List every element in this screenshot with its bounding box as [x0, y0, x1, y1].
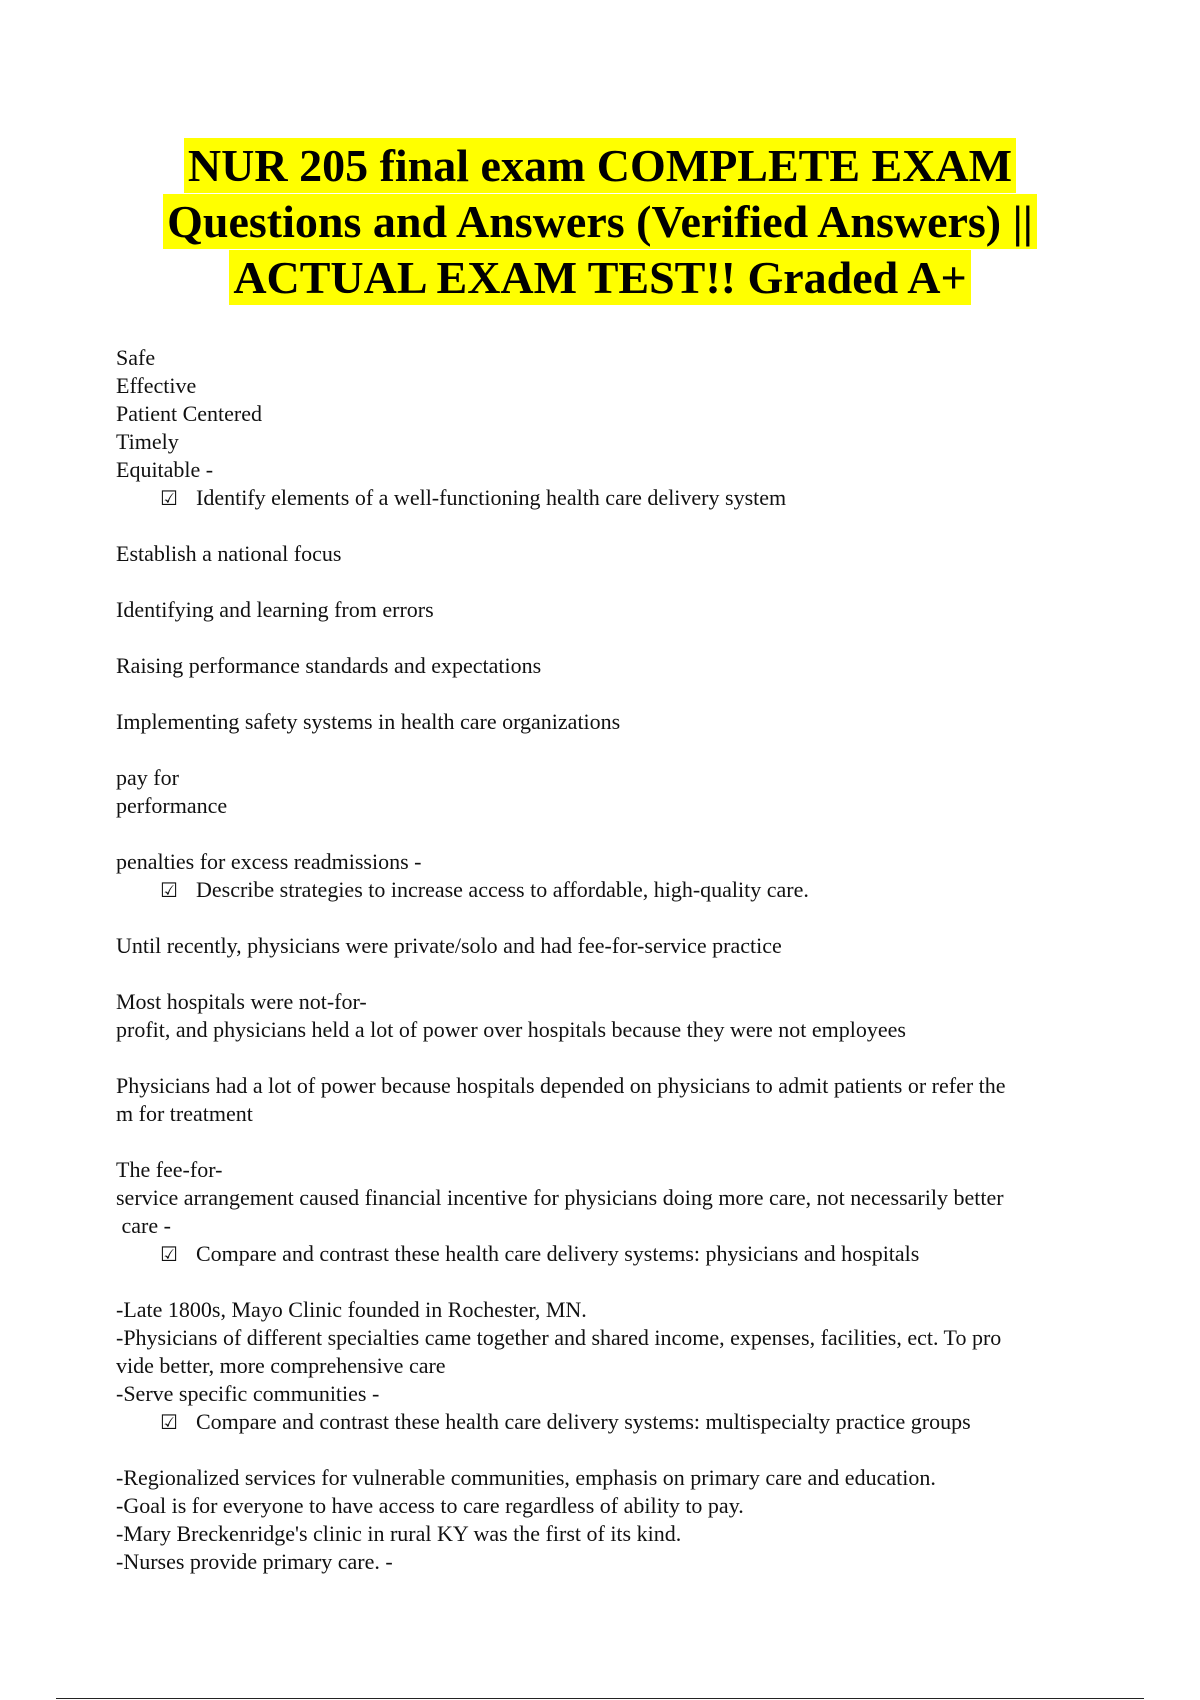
- answer-line: Timely: [116, 429, 179, 454]
- answer-block: [116, 1296, 1096, 1436]
- question-item: [116, 484, 1096, 512]
- title-line-1: NUR 205 final exam COMPLETE EXAM: [184, 138, 1016, 193]
- checkbox-checked-icon: ☑: [160, 486, 178, 510]
- answer-line: -Regionalized services for vulnerable communities, emphasis on primary care and education.: [116, 1465, 936, 1490]
- answer-line: vide better, more comprehensive care: [116, 1353, 446, 1378]
- answer-line: penalties for excess readmissions -: [116, 849, 422, 874]
- document-title: [100, 138, 1100, 306]
- answer-line: -Late 1800s, Mayo Clinic founded in Rochester, MN.: [116, 1297, 587, 1322]
- answer-block: [116, 344, 1096, 512]
- answer-block: [116, 988, 1096, 1044]
- answer-block: [116, 1156, 1096, 1268]
- answer-line: Effective: [116, 373, 197, 398]
- answer-line: -Mary Breckenridge's clinic in rural KY was the first of its kind.: [116, 1521, 682, 1546]
- question-text: Describe strategies to increase access to affordable, high-quality care.: [196, 877, 809, 902]
- answer-block: [116, 932, 1096, 960]
- answer-block: [116, 848, 1096, 904]
- answer-line: -Serve specific communities -: [116, 1381, 380, 1406]
- answer-block: [116, 652, 1096, 680]
- answer-line: Identifying and learning from errors: [116, 597, 434, 622]
- answer-line: Raising performance standards and expectations: [116, 653, 542, 678]
- answer-line: care -: [116, 1213, 171, 1238]
- question-text: Compare and contrast these health care delivery systems: physicians and hospitals: [196, 1241, 920, 1266]
- answer-line: -Nurses provide primary care. -: [116, 1549, 393, 1574]
- answer-line: Implementing safety systems in health care organizations: [116, 709, 621, 734]
- checkbox-checked-icon: ☑: [160, 1242, 178, 1266]
- footer-divider: [56, 1698, 1144, 1699]
- title-line-3: ACTUAL EXAM TEST!! Graded A+: [229, 250, 970, 305]
- answer-block: [116, 596, 1096, 624]
- answer-line: -Physicians of different specialties came together and shared income, expenses, facilities, ect. To pro: [116, 1325, 1002, 1350]
- answer-line: performance: [116, 793, 228, 818]
- answer-line: Until recently, physicians were private/solo and had fee-for-service practice: [116, 933, 782, 958]
- answer-line: Safe: [116, 345, 156, 370]
- checkbox-checked-icon: ☑: [160, 1410, 178, 1434]
- answer-line: Equitable -: [116, 457, 214, 482]
- checkbox-checked-icon: ☑: [160, 878, 178, 902]
- question-item: [116, 876, 1096, 904]
- answer-line: The fee-for-: [116, 1157, 223, 1182]
- document-body: [116, 344, 1096, 1604]
- question-item: [116, 1408, 1096, 1436]
- title-line-2: Questions and Answers (Verified Answers) ||: [163, 194, 1037, 249]
- answer-block: [116, 708, 1096, 736]
- answer-block: [116, 1072, 1096, 1128]
- answer-line: Most hospitals were not-for-: [116, 989, 367, 1014]
- answer-block: [116, 540, 1096, 568]
- answer-line: Patient Centered: [116, 401, 263, 426]
- answer-block: [116, 764, 1096, 820]
- answer-line: profit, and physicians held a lot of power over hospitals because they were not employees: [116, 1017, 906, 1042]
- answer-line: m for treatment: [116, 1101, 253, 1126]
- question-item: [116, 1240, 1096, 1268]
- answer-block: [116, 1464, 1096, 1576]
- answer-line: Establish a national focus: [116, 541, 342, 566]
- answer-line: -Goal is for everyone to have access to care regardless of ability to pay.: [116, 1493, 744, 1518]
- answer-line: pay for: [116, 765, 179, 790]
- answer-line: service arrangement caused financial incentive for physicians doing more care, not necessarily better: [116, 1185, 1004, 1210]
- answer-line: Physicians had a lot of power because hospitals depended on physicians to admit patients or refer the: [116, 1073, 1006, 1098]
- question-text: Compare and contrast these health care delivery systems: multispecialty practice groups: [196, 1409, 971, 1434]
- question-text: Identify elements of a well-functioning health care delivery system: [196, 485, 787, 510]
